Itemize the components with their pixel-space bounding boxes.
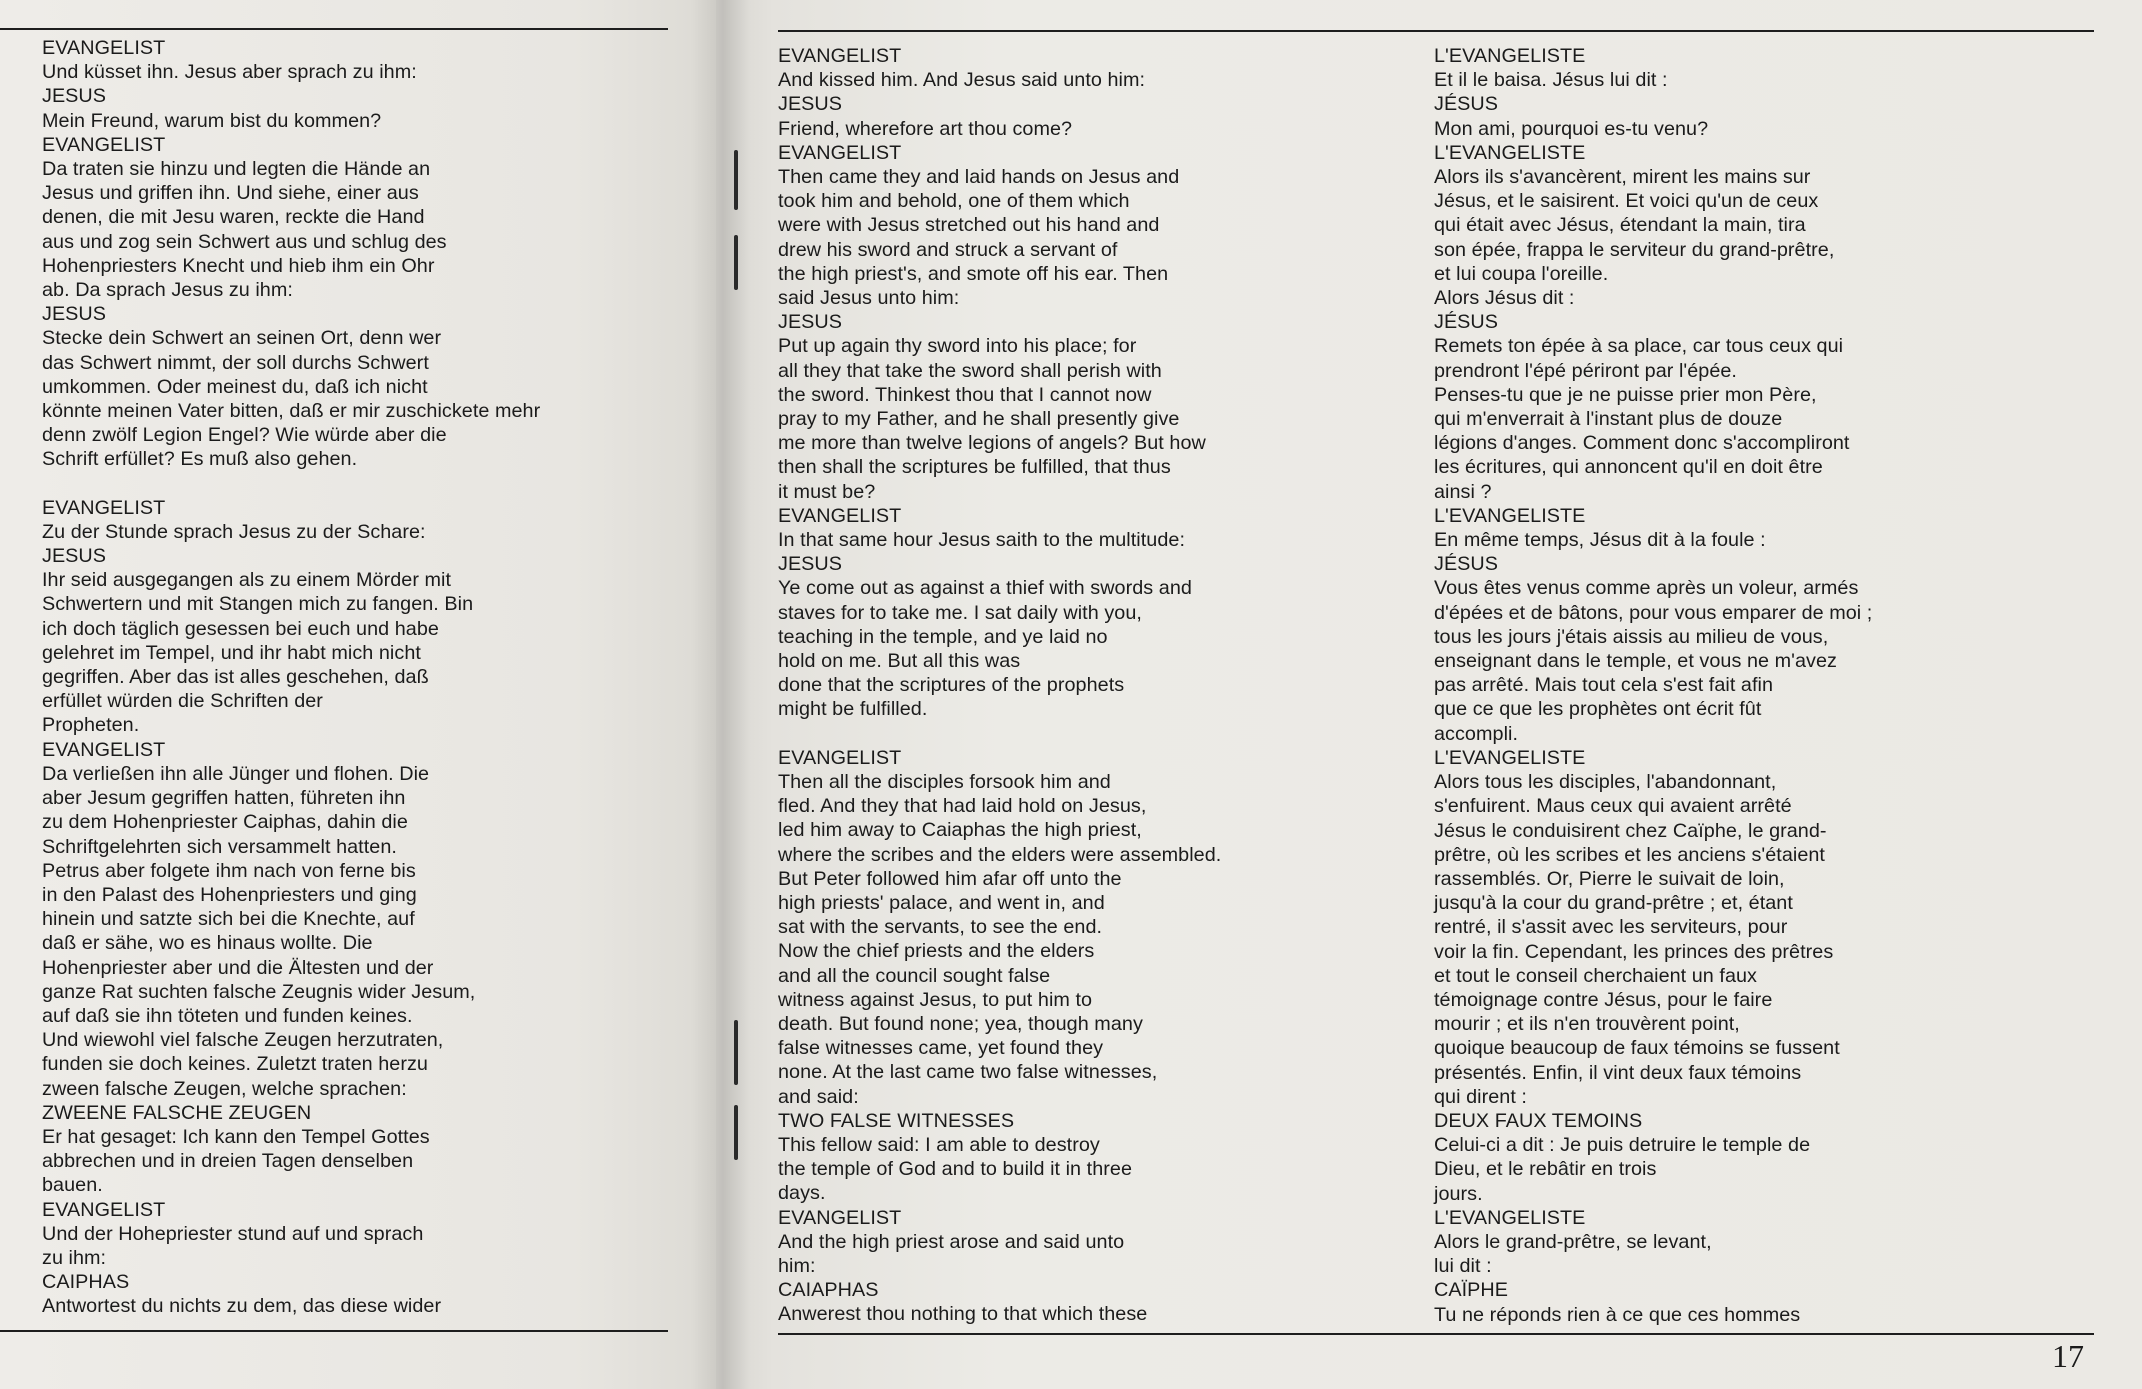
text-line: EVANGELIST (778, 45, 902, 67)
staple-bottom-2 (734, 1105, 738, 1160)
gutter-shadow (690, 0, 750, 1389)
text-line: auf daß sie ihn töteten und funden keines. (42, 1004, 413, 1027)
text-line: CAIPHAS (42, 1271, 130, 1294)
german-block-2 (42, 496, 662, 1319)
text-line: CAÏPHE (1434, 1279, 1508, 1302)
text-line: qui dirent : (1434, 1085, 1527, 1108)
text-line: drew his sword and struck a servant of (778, 238, 1118, 261)
text-line: Und küsset ihn. Jesus aber sprach zu ihm: (42, 61, 417, 84)
text-line: Vous êtes venus comme après un voleur, armés (1434, 577, 1859, 600)
text-line: mourir ; et ils n'en trouvèrent point, (1434, 1013, 1740, 1036)
text-line: Propheten. (42, 714, 140, 737)
text-line: das Schwert nimmt, der soll durchs Schwert (42, 351, 429, 374)
text-line: et lui coupa l'oreille. (1434, 262, 1609, 285)
text-line: Schwertern und mit Stangen mich zu fangen. Bin (42, 593, 474, 616)
text-line: jusqu'à la cour du grand-prêtre ; et, étant (1434, 892, 1793, 915)
text-line: Da verließen ihn alle Jünger und flohen. Die (42, 762, 430, 785)
text-line: JÉSUS (1434, 553, 1499, 576)
text-line: ich doch täglich gesessen bei euch und habe (42, 617, 439, 640)
text-line: qui m'enverrait à l'instant plus de douze (1434, 408, 1783, 431)
text-line: the temple of God and to build it in three (778, 1158, 1132, 1181)
text-line: EVANGELIST (42, 738, 166, 761)
text-line: pas arrêté. Mais tout cela s'est fait afin (1434, 674, 1774, 697)
text-line: Alors ils s'avancèrent, mirent les mains sur (1434, 166, 1811, 189)
text-line: Und wiewohl viel falsche Zeugen herzutraten, (42, 1029, 444, 1052)
text-line: were with Jesus stretched out his hand and (778, 214, 1160, 237)
text-line: JESUS (42, 85, 107, 108)
text-line: Hohenpriester aber und die Ältesten und der (42, 956, 434, 979)
text-line: in den Palast des Hohenpriesters und ging (42, 883, 417, 906)
text-line: EVANGELIST (778, 504, 902, 527)
text-line: Hohenpriesters Knecht und hieb ihm ein Ohr (42, 254, 435, 277)
text-line: umkommen. Oder meinest du, daß ich nicht (42, 375, 428, 398)
text-line: ab. Da sprach Jesus zu ihm: (42, 279, 293, 302)
text-line: lui dit : (1434, 1255, 1492, 1278)
german-column (42, 36, 662, 1319)
text-line: funden sie doch keines. Zuletzt traten herzu (42, 1053, 428, 1076)
text-line: L'EVANGELISTE (1434, 504, 1586, 527)
text-line: L'EVANGELISTE (1434, 1206, 1586, 1229)
text-line: rassemblés. Or, Pierre le suivait de loin, (1434, 867, 1785, 890)
text-line: Penses-tu que je ne puisse prier mon Père, (1434, 383, 1817, 406)
text-line: EVANGELIST (42, 133, 166, 156)
text-line: TWO FALSE WITNESSES (778, 1109, 1015, 1132)
text-line: accompli. (1434, 722, 1518, 745)
text-line: zu dem Hohenpriester Caiphas, dahin die (42, 811, 408, 834)
paragraph-gap (778, 722, 1418, 746)
text-line: L'EVANGELISTE (1434, 141, 1586, 164)
text-line: In that same hour Jesus saith to the multitude: (778, 529, 1185, 552)
text-line: prêtre, où les scribes et les anciens s'étaient (1434, 843, 1825, 866)
text-line: DEUX FAUX TEMOINS (1434, 1109, 1643, 1132)
text-line: d'épées et de bâtons, pour vous emparer de moi ; (1434, 601, 1873, 624)
text-line: sat with the servants, to see the end. (778, 916, 1103, 939)
text-line: aus und zog sein Schwert aus und schlug des (42, 230, 447, 253)
text-line: This fellow said: I am able to destroy (778, 1133, 1100, 1156)
text-line: ainsi ? (1434, 480, 1492, 503)
text-line: Stecke dein Schwert an seinen Ort, denn wer (42, 327, 442, 350)
text-line: Friend, wherefore art thou come? (778, 117, 1073, 140)
text-line: him: (778, 1254, 816, 1277)
text-line: took him and behold, one of them which (778, 190, 1130, 213)
text-line: denn zwölf Legion Engel? Wie würde aber die (42, 424, 447, 447)
english-block-1 (778, 44, 1418, 722)
text-line: done that the scriptures of the prophets (778, 674, 1125, 697)
text-line: And kissed him. And Jesus said unto him: (778, 69, 1146, 92)
text-line: days. (778, 1182, 826, 1205)
text-line: it must be? (778, 480, 876, 503)
text-line: death. But found none; yea, though many (778, 1012, 1143, 1035)
page-number: 17 (2052, 1338, 2084, 1374)
text-line: Anwerest thou nothing to that which these (778, 1303, 1148, 1326)
text-line: high priests' palace, and went in, and (778, 891, 1105, 914)
text-line: s'enfuirent. Maus ceux qui avaient arrêté (1434, 795, 1792, 818)
english-column (778, 44, 1418, 1327)
text-line: and all the council sought false (778, 964, 1051, 987)
text-line: Dieu, et le rebâtir en trois (1434, 1158, 1657, 1181)
text-line: Mein Freund, warum bist du kommen? (42, 109, 382, 132)
text-line: ganze Rat suchten falsche Zeugnis wider Jesum, (42, 980, 476, 1003)
text-line: que ce que les prophètes ont écrit fût (1434, 698, 1762, 721)
text-line: Jésus, et le saisirent. Et voici qu'un de ceux (1434, 190, 1819, 213)
staple-top-2 (734, 235, 738, 290)
text-line: zween falsche Zeugen, welche sprachen: (42, 1077, 407, 1100)
text-line: Then all the disciples forsook him and (778, 770, 1111, 793)
text-line: könnte meinen Vater bitten, daß er mir zuschickete mehr (42, 400, 541, 423)
text-line: Celui-ci a dit : Je puis detruire le temple de (1434, 1134, 1811, 1157)
text-line: présentés. Enfin, il vint deux faux témoins (1434, 1061, 1802, 1084)
text-line: Now the chief priests and the elders (778, 940, 1095, 963)
german-block-1 (42, 36, 662, 472)
text-line: JESUS (778, 311, 843, 334)
text-line: none. At the last came two false witnesses, (778, 1061, 1158, 1084)
text-line: JESUS (42, 303, 107, 326)
top-rule-right (778, 30, 2094, 32)
text-line: But Peter followed him afar off unto the (778, 867, 1122, 890)
text-line: false witnesses came, yet found they (778, 1037, 1104, 1060)
text-line: Er hat gesaget: Ich kann den Tempel Gottes (42, 1125, 430, 1148)
text-line: EVANGELIST (778, 1206, 902, 1229)
text-line: Antwortest du nichts zu dem, das diese wider (42, 1295, 442, 1318)
bottom-rule-left (0, 1330, 668, 1332)
text-line: And the high priest arose and said unto (778, 1230, 1125, 1253)
text-line: witness against Jesus, to put him to (778, 988, 1093, 1011)
text-line: voir la fin. Cependant, les princes des prêtres (1434, 940, 1834, 963)
paragraph-gap (42, 472, 662, 496)
text-line: Mon ami, pourquoi es-tu venu? (1434, 117, 1709, 140)
text-line: Jesus und griffen ihn. Und siehe, einer aus (42, 182, 419, 205)
text-line: led him away to Caiaphas the high priest, (778, 819, 1142, 842)
text-line: L'EVANGELISTE (1434, 45, 1586, 67)
text-line: JESUS (42, 545, 107, 568)
text-line: tous les jours j'étais aissis au milieu de vous, (1434, 625, 1829, 648)
text-line: abbrechen und in dreien Tagen denselben (42, 1150, 414, 1173)
french-block-1 (1434, 44, 2074, 1327)
text-line: said Jesus unto him: (778, 287, 960, 310)
text-line: Put up again thy sword into his place; for (778, 335, 1137, 358)
text-line: jours. (1434, 1182, 1483, 1205)
english-block-2 (778, 746, 1418, 1327)
text-line: En même temps, Jésus dit à la foule : (1434, 529, 1766, 552)
text-line: EVANGELIST (778, 746, 902, 769)
text-line: quoique beaucoup de faux témoins se fussent (1434, 1037, 1840, 1060)
text-line: Da traten sie hinzu und legten die Hände an (42, 158, 431, 181)
text-line: Und der Hohepriester stund auf und sprach (42, 1222, 424, 1245)
text-line: Then came they and laid hands on Jesus and (778, 166, 1180, 189)
text-line: JÉSUS (1434, 93, 1499, 116)
bottom-rule-right (778, 1333, 2094, 1335)
french-column (1434, 44, 2074, 1327)
text-line: then shall the scriptures be fulfilled, that thus (778, 456, 1171, 479)
text-line: denen, die mit Jesu waren, reckte die Hand (42, 206, 425, 229)
text-line: all they that take the sword shall perish with (778, 359, 1162, 382)
text-line: might be fulfilled. (778, 698, 928, 721)
text-line: rentré, il s'assit avec les serviteurs, pour (1434, 916, 1788, 939)
text-line: Remets ton épée à sa place, car tous ceux qui (1434, 335, 1844, 358)
text-line: Alors tous les disciples, l'abandonnant, (1434, 771, 1777, 794)
text-line: JESUS (778, 93, 843, 116)
text-line: Tu ne réponds rien à ce que ces hommes (1434, 1303, 1801, 1326)
text-line: Et il le baisa. Jésus lui dit : (1434, 69, 1668, 92)
text-line: légions d'anges. Comment donc s'accompliront (1434, 432, 1850, 455)
text-line: Alors Jésus dit : (1434, 287, 1575, 310)
text-line: Alors le grand-prêtre, se levant, (1434, 1230, 1712, 1253)
text-line: pray to my Father, and he shall presently give (778, 408, 1180, 431)
text-line: hinein und satzte sich bei die Knechte, auf (42, 908, 415, 931)
text-line: hold on me. But all this was (778, 650, 1021, 673)
text-line: et tout le conseil cherchaient un faux (1434, 964, 1757, 987)
text-line: Petrus aber folgete ihm nach von ferne bis (42, 859, 416, 882)
text-line: prendront l'épé périront par l'épée. (1434, 359, 1737, 382)
text-line: Jésus le conduisirent chez Caïphe, le grand- (1434, 819, 1827, 842)
text-line: les écritures, qui annoncent qu'il en doit être (1434, 456, 1823, 479)
text-line: Schriftgelehrten sich versammelt hatten. (42, 835, 397, 858)
text-line: teaching in the temple, and ye laid no (778, 625, 1108, 648)
text-line: Schrift erfüllet? Es muß also gehen. (42, 448, 358, 471)
text-line: CAIAPHAS (778, 1279, 879, 1302)
text-line: me more than twelve legions of angels? But how (778, 432, 1206, 455)
text-line: fled. And they that had laid hold on Jesus, (778, 795, 1147, 818)
text-line: son épée, frappa le serviteur du grand-prêtre, (1434, 238, 1835, 261)
text-line: qui était avec Jésus, étendant la main, tira (1434, 214, 1806, 237)
text-line: EVANGELIST (42, 37, 166, 59)
text-line: JESUS (778, 553, 843, 576)
text-line: JÉSUS (1434, 311, 1499, 334)
staple-bottom (734, 1020, 738, 1085)
text-line: L'EVANGELISTE (1434, 746, 1586, 769)
text-line: the sword. Thinkest thou that I cannot now (778, 383, 1152, 406)
text-line: Ye come out as against a thief with swords and (778, 577, 1192, 600)
text-line: gegriffen. Aber das ist alles geschehen, daß (42, 666, 429, 689)
text-line: EVANGELIST (42, 496, 166, 519)
text-line: ZWEENE FALSCHE ZEUGEN (42, 1101, 312, 1124)
text-line: EVANGELIST (42, 1198, 166, 1221)
text-line: daß er sähe, wo es hinaus wollte. Die (42, 932, 373, 955)
text-line: bauen. (42, 1174, 103, 1197)
text-line: gelehret im Tempel, und ihr habt mich nicht (42, 641, 421, 664)
text-line: Ihr seid ausgegangen als zu einem Mörder mit (42, 569, 452, 592)
top-rule-left (0, 28, 668, 30)
text-line: staves for to take me. I sat daily with you, (778, 601, 1142, 624)
staple-top (734, 150, 738, 210)
text-line: and said: (778, 1085, 859, 1108)
text-line: enseignant dans le temple, et vous ne m'avez (1434, 650, 1837, 673)
text-line: zu ihm: (42, 1246, 107, 1269)
text-line: the high priest's, and smote off his ear. Then (778, 262, 1169, 285)
text-line: erfüllet würden die Schriften der (42, 690, 323, 713)
text-line: EVANGELIST (778, 141, 902, 164)
text-line: témoignage contre Jésus, pour le faire (1434, 988, 1773, 1011)
text-line: Zu der Stunde sprach Jesus zu der Schare: (42, 520, 426, 543)
text-line: where the scribes and the elders were assembled. (778, 843, 1222, 866)
text-line: aber Jesum gegriffen hatten, führeten ihn (42, 787, 406, 810)
